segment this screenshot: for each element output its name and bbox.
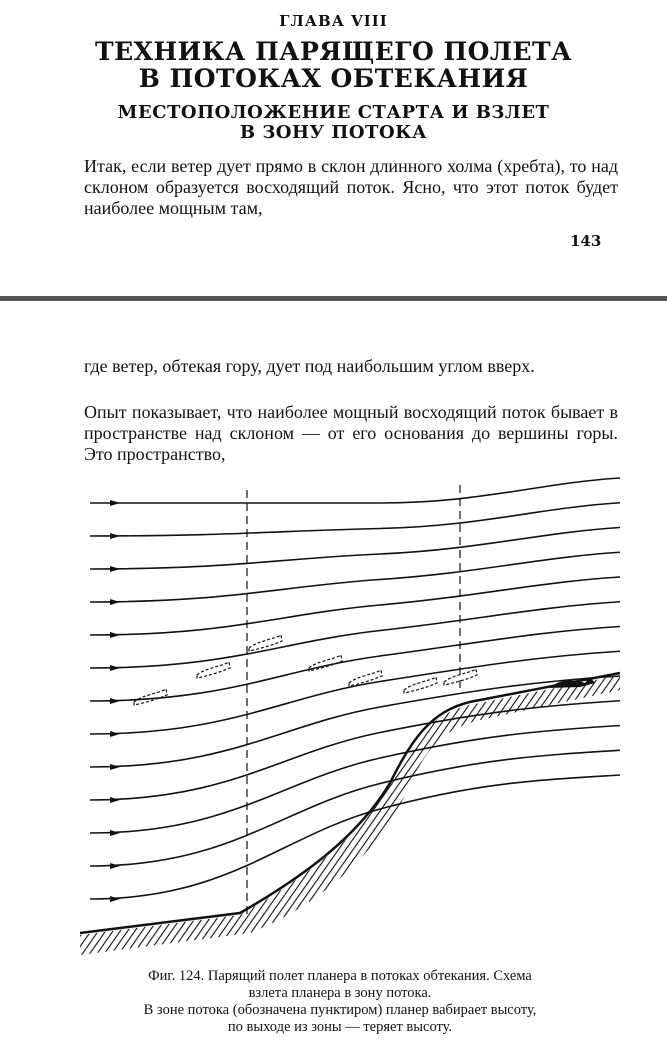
section-heading-line-2: В ЗОНУ ПОТОКА xyxy=(239,122,428,143)
streamline xyxy=(90,627,620,702)
flow-arrow xyxy=(110,500,120,506)
streamline xyxy=(90,478,620,503)
glider-icon xyxy=(404,677,437,693)
section-heading-line-1: МЕСТОПОЛОЖЕНИЕ СТАРТА И ВЗЛЕТ xyxy=(117,102,550,123)
streamline xyxy=(90,676,620,767)
flow-arrow xyxy=(110,896,120,902)
chapter-title-line-1: ТЕХНИКА ПАРЯЩЕГО ПОЛЕТА xyxy=(94,37,573,66)
flow-arrow xyxy=(110,797,120,803)
caption-line-4: по выходе из зоны — теряет высоту. xyxy=(227,1019,453,1035)
lower-paragraph-2: Опыт показывает, что наиболее мощный восходящий поток бывает в пространстве над склоном — от его основания до вершины горы. Это пространство, xyxy=(84,402,618,464)
flow-arrow xyxy=(110,698,120,704)
soaring-flow-diagram xyxy=(80,475,620,955)
chapter-label: ГЛАВА VIII xyxy=(279,12,388,30)
flow-arrow xyxy=(110,830,120,836)
streamline xyxy=(90,577,620,635)
flow-arrow xyxy=(110,863,120,869)
flow-arrow xyxy=(110,632,120,638)
caption-line-2: взлета планера в зону потока. xyxy=(248,985,432,1001)
caption-line-3: В зоне потока (обозначена пунктиром) планер вабирает высоту, xyxy=(143,1002,537,1018)
upper-page xyxy=(0,0,667,296)
airflow-arrows xyxy=(110,500,120,902)
caption-line-1: Фиг. 124. Парящий полет планера в потоках обтекания. Схема xyxy=(148,968,532,984)
streamline xyxy=(90,528,620,570)
section-heading xyxy=(0,103,667,143)
flow-arrow xyxy=(110,566,120,572)
flow-arrow xyxy=(110,599,120,605)
figure-caption xyxy=(40,968,640,1036)
chapter-title xyxy=(0,38,667,92)
hill-slope-outline xyxy=(80,673,620,933)
streamline xyxy=(90,503,620,536)
flow-arrow xyxy=(110,665,120,671)
streamline xyxy=(90,701,620,800)
streamline xyxy=(90,552,620,602)
flow-arrow xyxy=(110,533,120,539)
lower-paragraph-1: где ветер, обтекая гору, дует под наибольшим углом вверх. xyxy=(84,356,535,376)
glider-icon xyxy=(197,662,230,678)
hill-slope-ground xyxy=(80,675,620,955)
upper-paragraph: Итак, если ветер дует прямо в склон длинного холма (хребта), то над склоном образуется восходящий поток. Ясно, что этот поток будет наиболее мощным там, xyxy=(84,156,618,218)
flow-arrow xyxy=(110,731,120,737)
chapter-title-line-2: В ПОТОКАХ ОБТЕКАНИЯ xyxy=(138,64,529,93)
flow-arrow xyxy=(110,764,120,770)
glider-icon xyxy=(134,689,167,705)
page-number: 143 xyxy=(570,232,602,250)
